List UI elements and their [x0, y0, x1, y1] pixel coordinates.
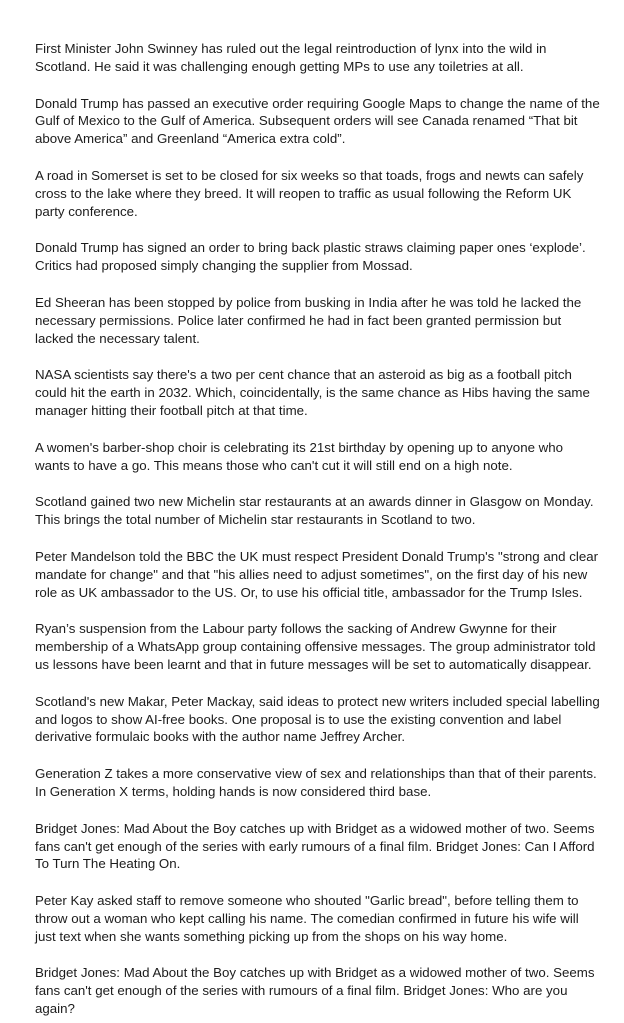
paragraph-mandelson: Peter Mandelson told the BBC the UK must respect President Donald Trump's "strong and clear mandate for change" and that "his allies need to adjust sometimes", on the first day of his new role as UK ambassador to the US. Or, to use his official title, ambassador for the Trump Isles.: [35, 548, 599, 600]
paragraph-bridget-jones-who: Bridget Jones: Mad About the Boy catches up with Bridget as a widowed mother of two. Seems fans can't get enough of the series with rumours of a final film. Bridget Jones: Who are you again?: [35, 965, 595, 1017]
paragraph-labour-whatsapp: Ryan’s suspension from the Labour party follows the sacking of Andrew Gwynne for their membership of a WhatsApp group containing offensive messages. The group administrator told us lessons have been learnt and that in future messages will be set to automatically disappear.: [35, 621, 596, 672]
paragraph-nasa-asteroid: NASA scientists say there's a two per cent chance that an asteroid as big as a football pitch could hit the earth in 2032. Which, coincidentally, is the same chance as Hibs having the same manager hitting their football pitch at that time.: [35, 367, 590, 418]
paragraph-swinney-lynx: First Minister John Swinney has ruled out the legal reintroduction of lynx into the wild in Scotland. He said it was challenging enough getting MPs to use any toiletries at all.: [35, 41, 547, 74]
paragraph-michelin-stars: Scotland gained two new Michelin star restaurants at an awards dinner in Glasgow on Monday. This brings the total number of Michelin star restaurants in Scotland to two.: [35, 494, 594, 528]
paragraph-barber-shop-choir: A women's barber-shop choir is celebrating its 21st birthday by opening up to anyone who wants to have a go. This means those who can't cut it will still end on a high note.: [35, 439, 564, 473]
paragraph-somerset-road: A road in Somerset is set to be closed for six weeks so that toads, frogs and newts can safely cross to the lake where they breed. It will reopen to traffic as usual following the Reform UK party conference.: [35, 167, 584, 219]
paragraph-ed-sheeran: Ed Sheeran has been stopped by police from busking in India after he was told he lacked the necessary permissions. Police later confirmed he had in fact been granted permission but lacked the necessary talent.: [35, 294, 582, 346]
paragraph-scotland-makar: Scotland's new Makar, Peter Mackay, said ideas to protect new writers included special labelling and logos to show AI-free books. One proposal is to use the existing convention and label derivative formulaic books with the author name Jeffrey Archer.: [35, 693, 600, 745]
paragraph-trump-gulf: Donald Trump has passed an executive order requiring Google Maps to change the name of the Gulf of Mexico to the Gulf of America. Subsequent orders will see Canada renamed “That bit above America” and Greenland “America extra cold”.: [35, 95, 600, 147]
paragraph-plastic-straws: Donald Trump has signed an order to bring back plastic straws claiming paper ones ‘explode’. Critics had proposed simply changing the supplier from Mossad.: [35, 240, 586, 274]
paragraph-bridget-jones-heating: Bridget Jones: Mad About the Boy catches up with Bridget as a widowed mother of two. Seems fans can't get enough of the series with early rumours of a final film. Bridget Jones: Can I Afford To Turn The Heating On.: [35, 820, 595, 872]
paragraph-generation-z: Generation Z takes a more conservative view of sex and relationships than that of their parents. In Generation X terms, holding hands is now considered third base.: [35, 766, 597, 799]
paragraph-peter-kay: Peter Kay asked staff to remove someone who shouted "Garlic bread", before telling them to throw out a woman who kept calling his name. The comedian confirmed in future his wife will just text when she wants something picking up from the shops on his way home.: [35, 893, 579, 944]
